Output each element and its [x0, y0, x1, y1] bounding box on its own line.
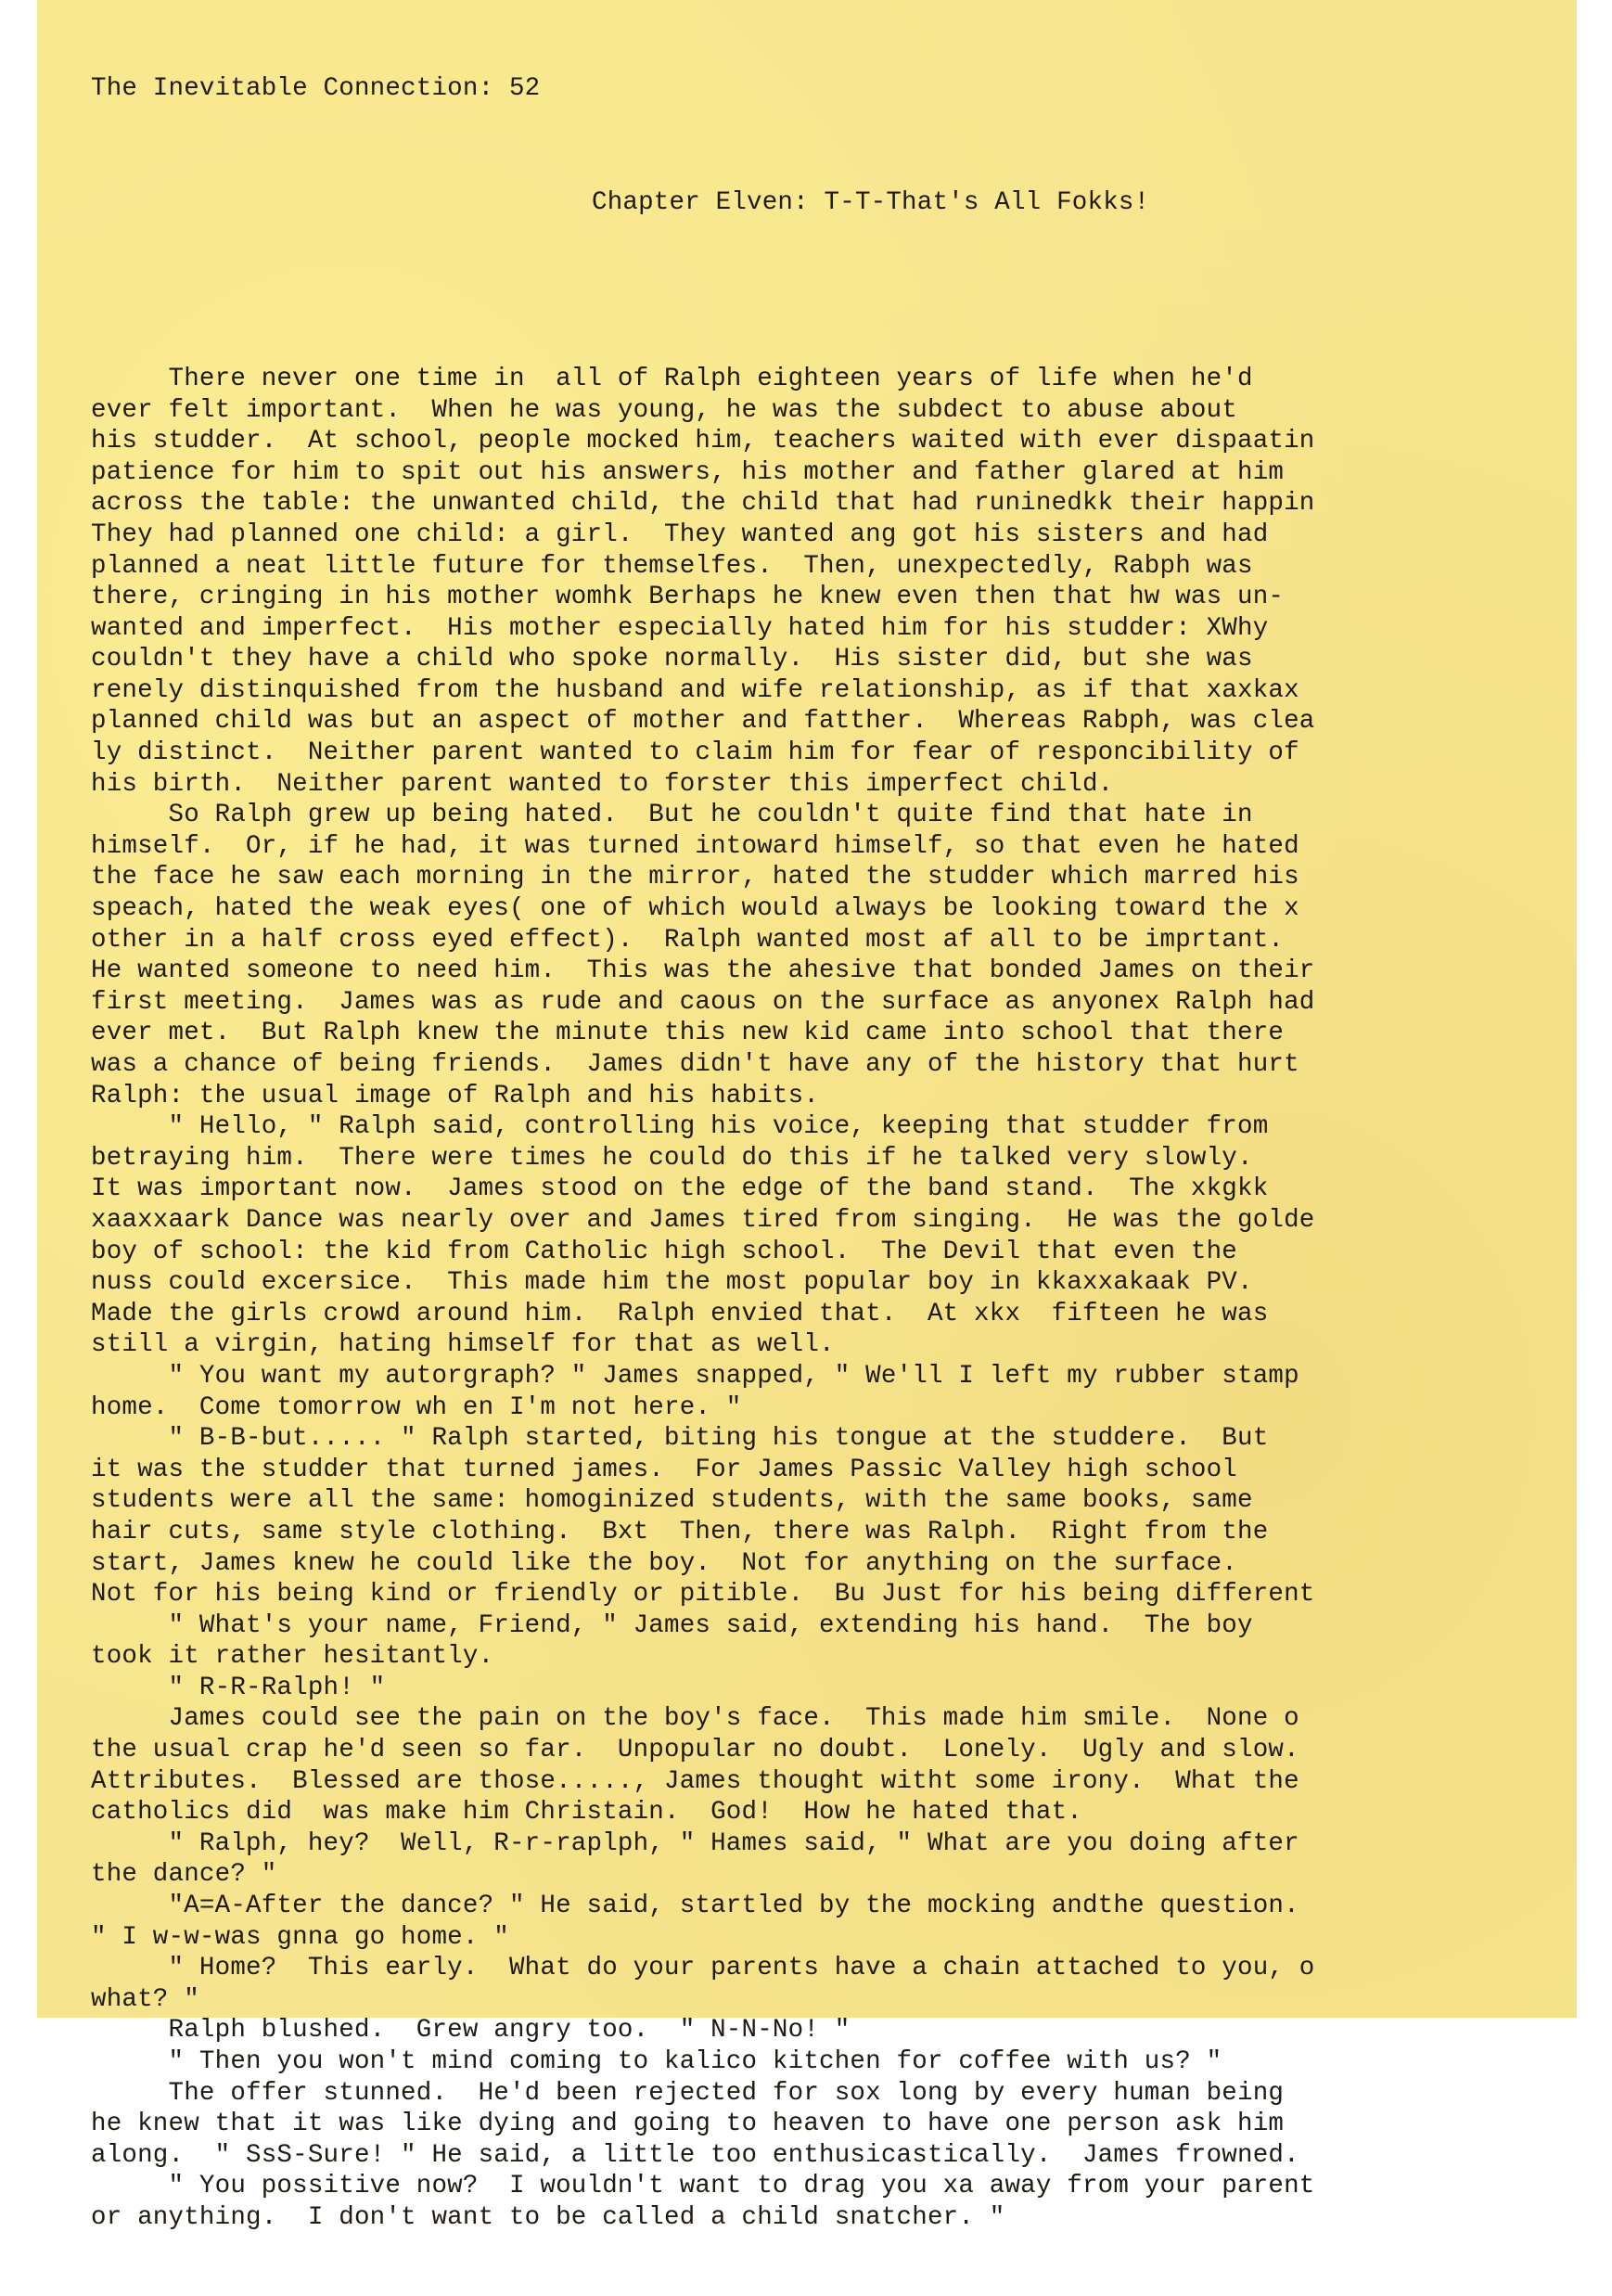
text-line: They had planned one child: a girl. They wanted ang got his sisters and had [91, 519, 1269, 549]
text-line: there, cringing in his mother womhk Berhaps he knew even then that hw was un- [91, 583, 1285, 612]
text-line: Not for his being kind or friendly or pitible. Bu Just for his being different [91, 1580, 1315, 1610]
text-line: " B-B-but..... " Ralph started, biting his tongue at the studdere. But [91, 1424, 1269, 1454]
text-line: " I w-w-was gnna go home. " [91, 1922, 509, 1952]
manuscript-text [91, 11, 1612, 2296]
text-line: first meeting. James was as rude and caous on the surface as anyonex Ralph had [91, 987, 1315, 1017]
text-line: across the table: the unwanted child, the child that had runinedkk their happin [91, 489, 1315, 519]
text-line: still a virgin, hating himself for that as well. [91, 1330, 835, 1360]
body-lines [91, 364, 1612, 2234]
text-line: took it rather hesitantly. [91, 1642, 494, 1672]
text-line: boy of school: the kid from Catholic high school. The Devil that even the [91, 1237, 1237, 1266]
text-line: ly distinct. Neither parent wanted to claim him for fear of responcibility of [91, 738, 1299, 768]
text-line: Attributes. Blessed are those....., James thought witht some irony. What the [91, 1766, 1299, 1796]
text-line: wanted and imperfect. His mother especially hated him for his studder: XWhy [91, 613, 1269, 643]
text-line: patience for him to spit out his answers, his mother and father glared at him [91, 457, 1285, 487]
text-line: " R-R-Ralph! " [91, 1673, 386, 1702]
text-line: the face he saw each morning in the mirror, hated the studder which marred his [91, 863, 1299, 892]
text-line: the dance? " [91, 1860, 277, 1890]
text-line: There never one time in all of Ralph eighteen years of life when he'd [91, 364, 1253, 393]
text-line: " What's your name, Friend, " James said, extending his hand. The boy [91, 1610, 1253, 1640]
chapter-title: Chapter Elven: T-T-That's All Fokks! [592, 187, 1150, 217]
text-line: xaaxxaark Dance was nearly over and James tired from singing. He was the golde [91, 1205, 1315, 1235]
text-line: betraying him. There were times he could do this if he talked very slowly. [91, 1143, 1253, 1173]
text-line: start, James knew he could like the boy. Not for anything on the surface. [91, 1548, 1237, 1578]
text-line: " You possitive now? I wouldn't want to drag you xa away from your parent [91, 2172, 1315, 2201]
text-line: couldn't they have a child who spoke normally. His sister did, but she was [91, 645, 1253, 674]
text-line: Ralph blushed. Grew angry too. " N-N-No! " [91, 2016, 851, 2046]
text-line: himself. Or, if he had, it was turned intoward himself, so that even he hated [91, 831, 1299, 861]
text-line: his studder. At school, people mocked him, teachers waited with ever dispaatin [91, 427, 1315, 456]
text-line: students were all the same: homoginized students, with the same books, same [91, 1486, 1253, 1516]
text-line: was a chance of being friends. James didn't have any of the history that hurt [91, 1050, 1299, 1079]
text-line: " Home? This early. What do your parents have a chain attached to you, o [91, 1954, 1315, 1983]
text-line: speach, hated the weak eyes( one of which would always be looking toward the x [91, 894, 1299, 924]
text-line: his birth. Neither parent wanted to forster this imperfect child. [91, 769, 1114, 799]
text-line: home. Come tomorrow wh en I'm not here. " [91, 1392, 742, 1422]
text-line: Made the girls crowd around him. Ralph envied that. At xkx fifteen he was [91, 1299, 1269, 1328]
text-line: what? " [91, 1984, 199, 2014]
text-line: He wanted someone to need him. This was the ahesive that bonded James on their [91, 956, 1315, 986]
text-line: catholics did was make him Christain. God! How he hated that. [91, 1798, 1082, 1828]
text-line: hair cuts, same style clothing. Bxt Then, there was Ralph. Right from the [91, 1517, 1269, 1546]
text-line: " You want my autorgraph? " James snapped, " We'll I left my rubber stamp [91, 1361, 1299, 1391]
text-line: " Then you won't mind coming to kalico kitchen for coffee with us? " [91, 2047, 1222, 2076]
text-line: " Ralph, hey? Well, R-r-raplph, " Hames said, " What are you doing after [91, 1828, 1299, 1858]
text-line: renely distinquished from the husband and wife relationship, as if that xaxkax [91, 675, 1299, 705]
text-line: nuss could excersice. This made him the most popular boy in kkaxxakaak PV. [91, 1268, 1253, 1298]
text-line: or anything. I don't want to be called a child snatcher. " [91, 2202, 1005, 2232]
typewritten-page [37, 0, 1577, 2232]
text-line: planned a neat little future for themselfes. Then, unexpectedly, Rabph was [91, 551, 1253, 581]
text-line: ever felt important. When he was young, he was the subdect to abuse about [91, 395, 1237, 425]
text-line: other in a half cross eyed effect). Ralph wanted most af all to be imprtant. [91, 925, 1285, 955]
text-line: " Hello, " Ralph said, controlling his voice, keeping that studder from [91, 1112, 1269, 1142]
title-gap [91, 281, 1612, 301]
text-line: the usual crap he'd seen so far. Unpopular no doubt. Lonely. Ugly and slow. [91, 1736, 1299, 1765]
text-line: "A=A-After the dance? " He said, startled by the mocking andthe question. [91, 1892, 1299, 1921]
text-line: Ralph: the usual image of Ralph and his habits. [91, 1081, 820, 1110]
text-line: along. " SsS-Sure! " He said, a little too enthusicastically. James frowned. [91, 2140, 1299, 2170]
text-line: It was important now. James stood on the edge of the band stand. The xkgkk [91, 1174, 1269, 1204]
text-line: James could see the pain on the boy's face. This made him smile. None o [91, 1704, 1299, 1734]
text-line: So Ralph grew up being hated. But he couldn't quite find that hate in [91, 801, 1253, 830]
text-line: it was the studder that turned james. For James Passic Valley high school [91, 1455, 1237, 1484]
text-line: he knew that it was like dying and going to heaven to have one person ask him [91, 2110, 1285, 2139]
text-line: planned child was but an aspect of mother and fatther. Whereas Rabph, was clea [91, 707, 1315, 737]
text-line: The offer stunned. He'd been rejected for sox long by every human being [91, 2078, 1285, 2108]
page-header: The Inevitable Connection: 52 [91, 74, 541, 104]
text-line: ever met. But Ralph knew the minute this new kid came into school that there [91, 1019, 1285, 1048]
